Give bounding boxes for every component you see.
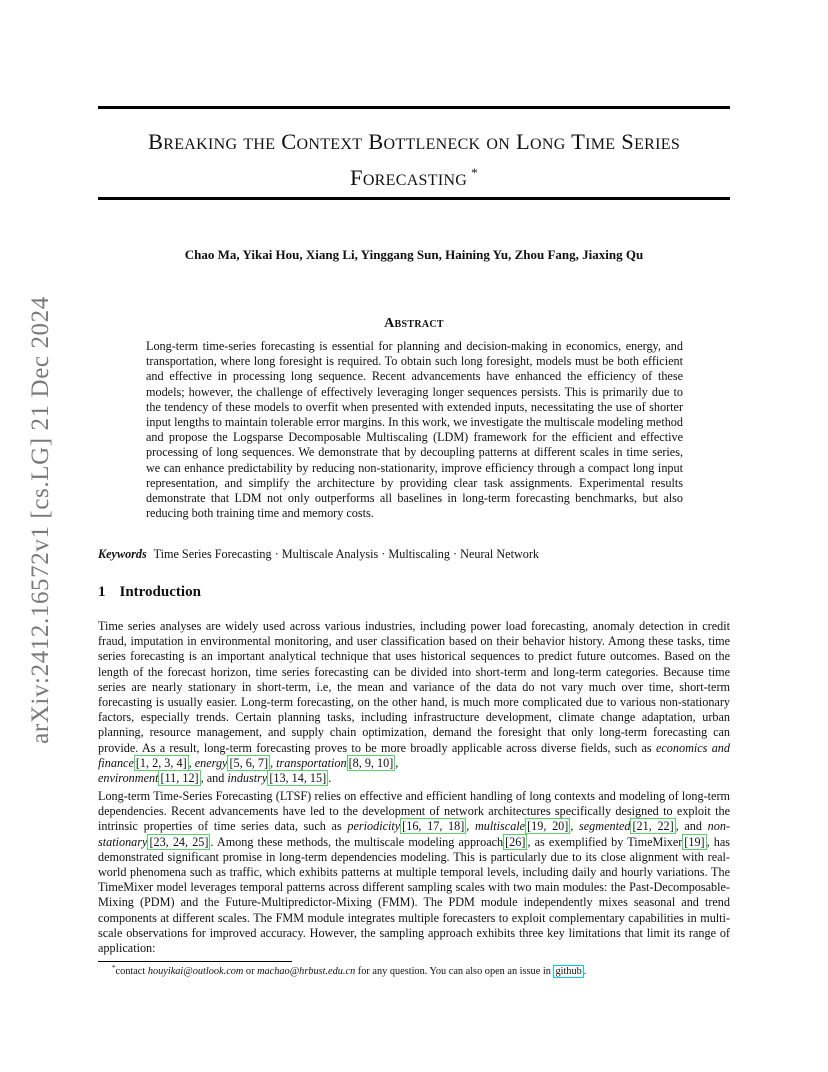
- footnote-text: or: [243, 966, 258, 977]
- p1-term-2: energy: [194, 755, 228, 770]
- citation-link[interactable]: [1, 2, 3, 4]: [135, 755, 187, 770]
- citation-link[interactable]: [5, 6, 7]: [229, 755, 269, 770]
- section-heading: [98, 584, 201, 601]
- footnote-mark: *: [112, 964, 116, 972]
- abstract-text: Long-term time-series forecasting is essential for planning and decision-making in economics, energy, and transportation, where long foresight is required. To obtain such long foresight, models must be both efficient and effective in processing long sequence. Recent advancements have enhanced the efficiency of these models; however, the challenge of effectively leveraging longer sequences persists. This is primarily due to the tendency of these models to overfit when presented with extended inputs, necessitating the use of shorter input lengths to maintain tolerable error margins. In this work, we investigate the multiscale modeling method and propose the Logsparse Decomposable Multiscaling (LDM) framework for the efficient and effective processing of long sequences. We demonstrate that by decoupling patterns at different scales in time series, we can enhance predictability by reducing non-stationarity, improve efficiency through a compact long input representation, and simplify the architecture by providing clear task assignments. Experimental results demonstrate that LDM not only outperforms all baselines in long-term forecasting benchmarks, but also reducing both training time and memory costs.: [146, 339, 683, 521]
- github-link[interactable]: github: [555, 966, 582, 977]
- p1-term-3: transportation: [276, 755, 347, 770]
- p2-text-c: , as exemplified by TimeMixer: [527, 834, 683, 849]
- footnote-end: .: [583, 966, 587, 977]
- citation-link[interactable]: [19]: [684, 834, 705, 849]
- p1-sep: ,: [188, 755, 195, 770]
- p1-term-1: economics and finance: [98, 740, 730, 770]
- paper-title: [98, 126, 730, 193]
- p1-term-5: industry: [227, 771, 268, 786]
- section-title: Introduction: [119, 584, 201, 600]
- keywords-label: Keywords: [98, 547, 147, 561]
- citation-link[interactable]: [11, 12]: [160, 771, 199, 786]
- title-line-2: [98, 157, 730, 193]
- title-footnote-mark: *: [471, 165, 478, 180]
- p1-term-4: environment: [98, 771, 159, 786]
- citation-link[interactable]: [16, 17, 18]: [402, 819, 465, 834]
- abstract-heading: Abstract: [384, 316, 444, 331]
- p1-end: .: [328, 771, 332, 786]
- p2-text-d: , has demonstrated significant promise in long-term dependencies modeling. This is particularly due to its close alignment with real-world phenomena such as traffic, which exhibits patterns at multiple temporal levels, including daily and hourly variations. The TimeMixer model leverages temporal patterns across different sampling scales with two main modules: the Past-Decomposable-Mixing (PDM) and the Future-Multipredictor-Mixing (FMM). The PDM module independently mixes seasonal and trend components at different scales. The FMM module integrates multiple forecasters to exploit complementary capabilities in multi-scale observations for improved accuracy. However, the sampling approach exhibits three key limitations that limit its range of application:: [98, 834, 731, 956]
- p2-sep: ,: [570, 819, 580, 834]
- p1-sep: ,: [395, 755, 399, 770]
- footnote-text: contact: [115, 966, 148, 977]
- arxiv-identifier: arXiv:2412.16572v1 [cs.LG] 21 Dec 2024: [27, 296, 54, 744]
- p1-sep: ,: [270, 755, 277, 770]
- intro-paragraph-2: [98, 789, 730, 956]
- citation-link[interactable]: [21, 22]: [632, 819, 674, 834]
- section-number: 1: [98, 584, 106, 600]
- author-list: Chao Ma, Yikai Hou, Xiang Li, Yinggang Sun, Haining Yu, Zhou Fang, Jiaxing Qu: [184, 247, 644, 262]
- p2-term-1: periodicity: [347, 819, 401, 834]
- title-line-2-text: Forecasting: [350, 165, 468, 190]
- keywords: [98, 547, 730, 562]
- p2-text: Long-term Time-Series Forecasting (LTSF) relies on effective and efficient handling of long contexts and modeling of long-term dependencies. Recent advancements have led to the development of network architectures specifically designed to exploit the intrinsic properties of time series data, such as: [98, 789, 730, 834]
- keywords-text: Time Series Forecasting · Multiscale Analysis · Multiscaling · Neural Network: [153, 547, 540, 561]
- citation-link[interactable]: [8, 9, 10]: [348, 755, 394, 770]
- p2-term-2: multiscale: [475, 819, 526, 834]
- citation-link[interactable]: [13, 14, 15]: [269, 771, 327, 786]
- p1-sep: , and: [200, 771, 228, 786]
- footnote-rule: [98, 961, 292, 962]
- p2-sep: ,: [466, 819, 475, 834]
- footnote-text: for any question. You can also open an issue in: [355, 966, 554, 977]
- p2-term-3: segmented: [579, 819, 631, 834]
- p2-term-4: non-stationary: [98, 819, 730, 849]
- p1-text: Time series analyses are widely used across various industries, including power load forecasting, anomaly detection in credit fraud, imputation in environmental monitoring, and user classification based on their behavior history. Among these tasks, time series forecasting is an important analytical technique that uses historical sequences to predict future outcomes. Based on the length of the forecast horizon, time series forecasting can be divided into short-term and long-term categories. Because time series are nearly stationary in short-term, i.e, the mean and variance of the data do not vary much over time, short-term forecasting is usually easier. Long-term forecasting, on the other hand, is much more complicated due to various non-stationary factors, especially trends. Certain planning tasks, including infrastructure development, climate change adaptation, urban planning, resource management, and supply chain optimization, demand the foresight that only long-term forecasting can provide. As a result, long-term forecasting proves to be more broadly applicable across diverse fields, such as: [98, 619, 730, 755]
- p2-text-b: . Among these methods, the multiscale modeling approach: [210, 834, 504, 849]
- footnote-email-2: machao@hrbust.edu.cn: [257, 966, 356, 977]
- top-rule: [98, 106, 730, 109]
- citation-link[interactable]: [19, 20]: [527, 819, 569, 834]
- title-bottom-rule: [98, 197, 730, 200]
- p2-sep: , and: [675, 819, 708, 834]
- citation-link[interactable]: [23, 24, 25]: [149, 834, 209, 849]
- title-line-1: Breaking the Context Bottleneck on Long Time Series: [147, 129, 681, 154]
- footnote: [112, 964, 586, 977]
- citation-link[interactable]: [26]: [505, 834, 526, 849]
- intro-paragraph-1: [98, 619, 730, 786]
- footnote-email-1: houyikai@outlook.com: [147, 966, 244, 977]
